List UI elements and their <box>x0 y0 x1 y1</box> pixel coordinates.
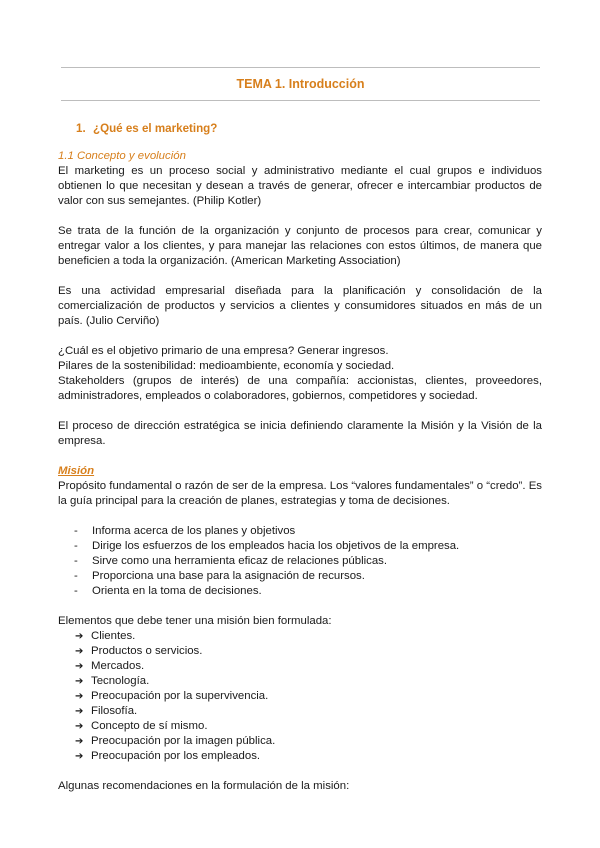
list-item: ➔ Tecnología. <box>75 674 542 689</box>
section-heading <box>76 121 542 136</box>
list-item: ➔ Clientes. <box>75 629 542 644</box>
mision-functions-list <box>58 524 542 599</box>
list-item: ➔ Preocupación por la imagen pública. <box>75 734 542 749</box>
page-title: TEMA 1. Introducción <box>236 77 365 91</box>
list-item: - Orienta en la toma de decisiones. <box>74 584 542 599</box>
subsection-heading: 1.1 Concepto y evolución <box>58 150 186 162</box>
section-number: 1. <box>76 122 86 135</box>
paragraph-sustainability: Pilares de la sostenibilidad: medioambiente, economía y sociedad. <box>58 360 395 372</box>
paragraph-stakeholders: Stakeholders (grupos de interés) de una compañía: accionistas, clientes, proveedores, administradores, empleados o colaboradores, gobiernos, competidores y sociedad. <box>58 375 542 402</box>
recommendations-intro: Algunas recomendaciones en la formulación de la misión: <box>58 780 350 792</box>
elements-intro: Elementos que debe tener una misión bien formulada: <box>58 615 332 627</box>
list-item: ➔ Mercados. <box>75 659 542 674</box>
list-item: ➔ Preocupación por los empleados. <box>75 749 542 764</box>
mision-heading: Misión <box>58 465 95 477</box>
bottom-divider <box>61 100 540 101</box>
list-item: ➔ Preocupación por la supervivencia. <box>75 689 542 704</box>
paragraph-objective: ¿Cuál es el objetivo primario de una empresa? Generar ingresos. <box>58 345 389 357</box>
mision-definition: Propósito fundamental o razón de ser de la empresa. Los “valores fundamentales” o “credo”. Es la guía principal para la creación de planes, estrategias y toma de decisiones. <box>58 480 542 507</box>
top-divider <box>61 67 540 68</box>
mision-elements-list <box>58 629 542 764</box>
list-item: - Proporciona una base para la asignación de recursos. <box>74 569 542 584</box>
section-title: ¿Qué es el marketing? <box>93 122 218 135</box>
paragraph-strategic-process: El proceso de dirección estratégica se inicia definiendo claramente la Misión y la Visión de la empresa. <box>58 420 542 447</box>
paragraph-cervino: Es una actividad empresarial diseñada para la planificación y consolidación de la comercialización de productos y servicios a clientes y consumidores situados en más de un país. (Julio Cerviño) <box>58 285 542 327</box>
list-item: ➔ Filosofía. <box>75 704 542 719</box>
paragraph-kotler: El marketing es un proceso social y administrativo mediante el cual grupos e individuos obtienen lo que necesitan y desean a través de generar, ofrecer e intercambiar productos de valor con sus semejantes. (Philip Kotler) <box>58 165 542 207</box>
list-item: - Sirve como una herramienta eficaz de relaciones públicas. <box>74 554 542 569</box>
document-body <box>58 121 542 794</box>
list-item: - Informa acerca de los planes y objetivos <box>74 524 542 539</box>
list-item: ➔ Productos o servicios. <box>75 644 542 659</box>
paragraph-ama: Se trata de la función de la organización y conjunto de procesos para crear, comunicar y entregar valor a los clientes, y para manejar las relaciones con estos últimos, de manera que beneficien a toda la organización. (American Marketing Association) <box>58 225 542 267</box>
list-item: - Dirige los esfuerzos de los empleados hacia los objetivos de la empresa. <box>74 539 542 554</box>
list-item: ➔ Concepto de sí mismo. <box>75 719 542 734</box>
